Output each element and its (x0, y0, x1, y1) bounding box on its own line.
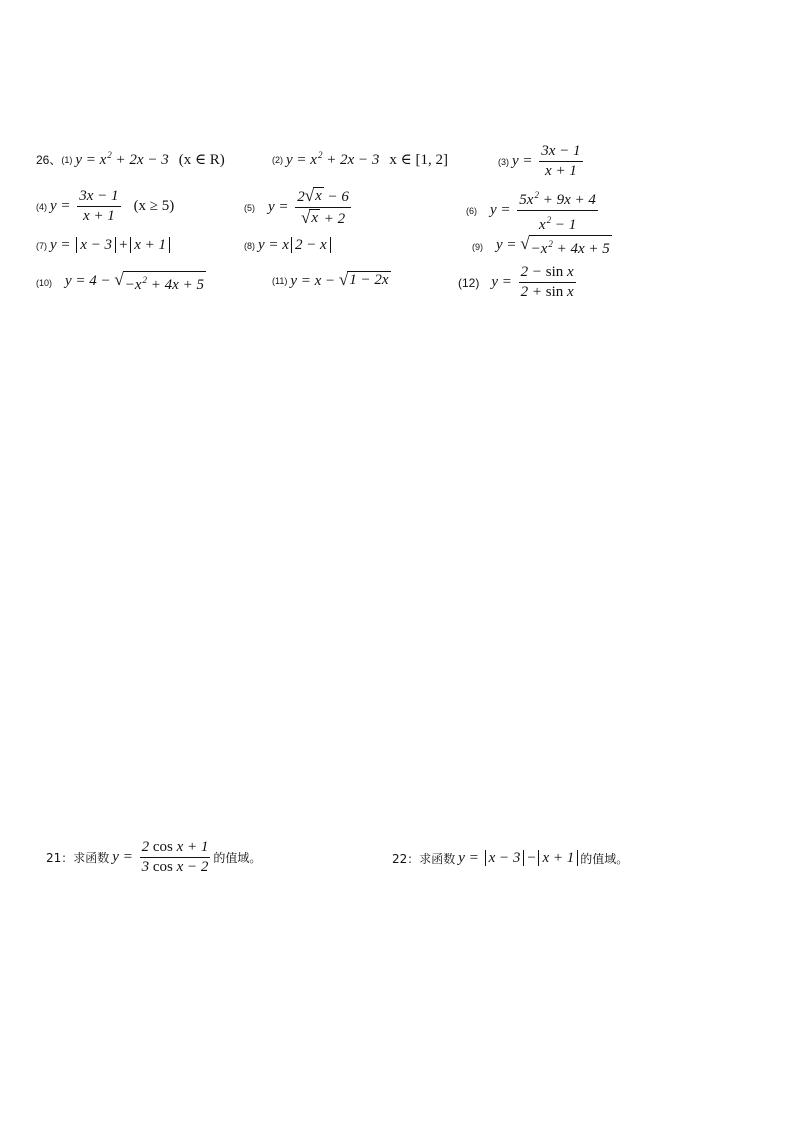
item-number: (12) (458, 275, 480, 290)
formula: y = $\frac{3x - 1}{x + 1}$ (512, 143, 581, 179)
problem-22-suffix: 的值域。 (580, 852, 629, 866)
item-number: (7) (36, 240, 47, 251)
problem-26-label: 26、 (36, 153, 62, 167)
formula: y = $\frac{\text{2 cos x + 1}}{\text{3 cos x − 2}}$ (112, 839, 209, 875)
item-number: (5) (244, 202, 255, 213)
formula: y = x − 3 − x + 1 (458, 850, 580, 867)
formula: y = x − √ 1 − 2x (290, 270, 389, 289)
item-number: (11) (272, 275, 288, 286)
item-number: (9) (472, 241, 483, 252)
problem-26-item-10 (36, 271, 206, 294)
formula: y = 4 − √ $-x^2 + 4x + 5$ (65, 270, 204, 293)
problem-21-label: 21：求函数 (46, 851, 110, 865)
problem-26-item-9 (472, 235, 612, 258)
item-number: (1) (61, 154, 73, 165)
problem-26-item-2 (272, 150, 448, 169)
problem-26-item-3 (498, 143, 586, 180)
problem-26-item-7 (36, 237, 172, 254)
problem-26-item-8 (244, 237, 333, 254)
formula: y = √ $-x^2 + 4x + 5$ (496, 234, 610, 257)
problem-26-item-11 (272, 271, 391, 290)
condition: (x ∈ R) (178, 152, 225, 168)
problem-26-item-5 (244, 187, 354, 228)
formula: y = x 2 − x (258, 237, 333, 254)
formula: y = $\frac{5x^2 + 9x + 4}{x^2 - 1}$ (490, 187, 601, 234)
problem-26-item-6 (466, 187, 601, 234)
problem-22 (392, 850, 628, 867)
formula: y = x − 3 + x + 1 (50, 237, 172, 254)
problem-26-item-4 (36, 188, 174, 225)
item-number: (6) (466, 205, 477, 216)
problem-21-suffix: 的值域。 (213, 851, 262, 865)
item-number: (2) (272, 154, 283, 165)
item-number: (8) (244, 240, 255, 251)
item-number: (3) (498, 156, 509, 167)
problem-26-item-1 (36, 150, 225, 169)
formula: $y = x^2 + 2x - 3$ (75, 150, 169, 168)
formula: y = 2 √ x − 6 √ x + 2 (268, 186, 349, 227)
formula: y = $\frac{3x - 1}{x + 1}$ (50, 188, 119, 224)
item-number: (10) (36, 277, 53, 288)
condition: (x ≥ 5) (133, 198, 175, 214)
condition: x ∈ [1, 2] (389, 152, 448, 168)
problem-21 (46, 839, 261, 876)
formula: $y = x^2 + 2x - 3$ (286, 150, 380, 168)
problem-26-item-12 (458, 264, 579, 301)
formula: y = $\frac{\text{2 − sin x}}{\text{2 + sin x}}$ (491, 264, 574, 300)
item-number: (4) (36, 201, 47, 212)
problem-22-label: 22：求函数 (392, 852, 456, 866)
